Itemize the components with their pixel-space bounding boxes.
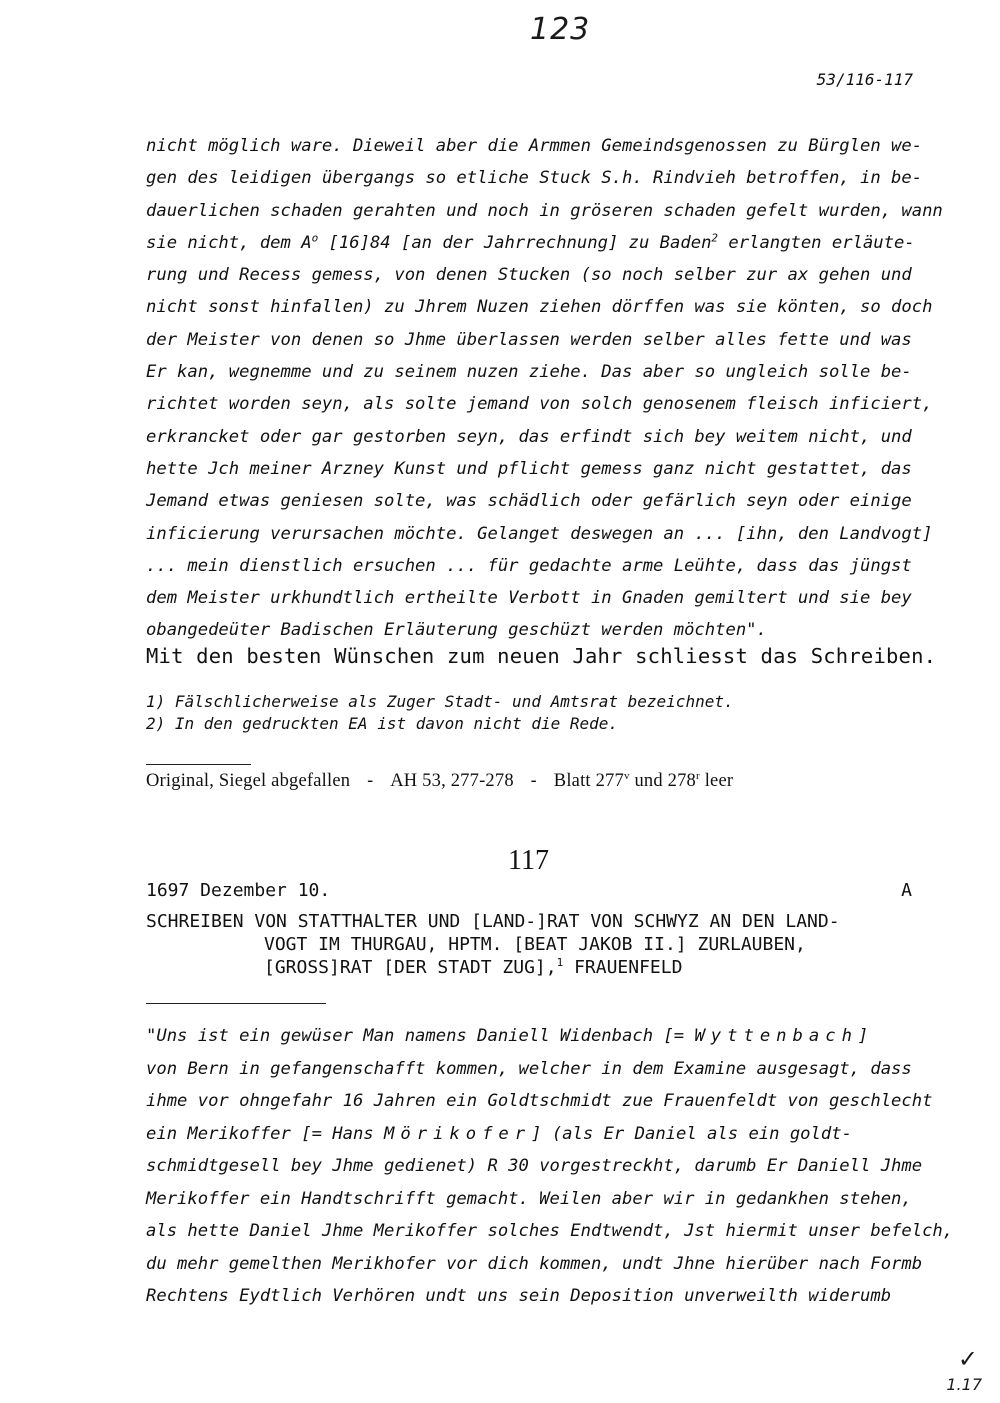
document-letter-code: A bbox=[901, 880, 912, 901]
original-description: Original, Siegel abgefallen bbox=[146, 771, 351, 791]
spaced-name-wyttenbach: Wyttenbach bbox=[694, 1026, 858, 1046]
spaced-name-moerikofer: Mörikofer bbox=[384, 1123, 532, 1144]
superscript-v: v bbox=[623, 769, 630, 782]
superscript-r: r bbox=[696, 769, 700, 782]
footnote-ref-1: 1 bbox=[556, 956, 564, 969]
quote2-line-2: von Bern in gefangenschafft kommen, welcher in dem Examine ausgesagt, dass bbox=[146, 1058, 912, 1079]
quote2-line-5: schmidtgesell bey Jhme gedienet) R 30 vorgestreckht, darumb Er Daniell Jhme bbox=[146, 1156, 923, 1176]
quote2-line-8: du mehr gemelthen Merikhofer vor dich kommen, undt Jhne hierüber nach Formb bbox=[146, 1253, 923, 1274]
quote1-line-13: inficierung verursachen möchte. Gelanget deswegen an ... [ihn, den Landvogt] bbox=[146, 523, 933, 544]
quote1-line-10: erkrancket oder gar gestorben seyn, das erfindt sich bey weitem nicht, und bbox=[146, 426, 912, 447]
quote1-line-5: rung und Recess gemess, von denen Stucken (so noch selber zur ax gehen und bbox=[146, 265, 912, 286]
corner-annotation: 1.17 bbox=[946, 1375, 982, 1394]
quote-paragraph-1 bbox=[146, 130, 943, 647]
page-reference: 53/116-117 bbox=[816, 70, 913, 89]
document-heading bbox=[146, 910, 936, 979]
heading-line-3-text: [GROSS]RAT [DER STADT ZUG], bbox=[264, 957, 557, 978]
footnote-ref-2: 2 bbox=[711, 231, 719, 245]
superscript-o: o bbox=[311, 231, 319, 245]
divider-rule bbox=[146, 764, 251, 765]
und-label: und 278 bbox=[629, 771, 697, 791]
footnote-2: 2) In den gedruckten EA ist davon nicht die Rede. bbox=[146, 714, 619, 733]
quote2-line-7: als hette Daniel Jhme Merikoffer solches Endtwendt, Jst hiermit unser befelch, bbox=[146, 1221, 954, 1241]
quote-paragraph-2 bbox=[146, 1020, 954, 1313]
quote1-line-4-start: sie nicht, dem A bbox=[146, 232, 312, 253]
document-date: 1697 Dezember 10. bbox=[146, 880, 331, 901]
quote2-line-1-start: "Uns ist ein gewüser Man namens Daniell Widenbach [= bbox=[146, 1026, 695, 1046]
heading-line-3-end: FRAUENFELD bbox=[563, 957, 683, 978]
heading-line-1: SCHREIBEN VON STATTHALTER UND [LAND-]RAT VON SCHWYZ AN DEN LAND- bbox=[146, 911, 840, 932]
separator-dash: - bbox=[528, 770, 540, 791]
quote2-line-6: Merikoffer ein Handtschrifft gemacht. Weilen aber wir in gedankhen stehen, bbox=[146, 1188, 912, 1209]
quote2-line-1-end: ] bbox=[857, 1026, 869, 1046]
quote1-line-1: nicht möglich ware. Dieweil aber die Armmen Gemeindsgenossen zu Bürglen we- bbox=[146, 136, 923, 156]
quote1-line-8: Er kan, wegnemme und zu seinem nuzen ziehe. Das aber so ungleich solle be- bbox=[146, 362, 912, 383]
quote1-line-12: Jemand etwas geniesen solte, was schädlich oder gefärlich seyn oder einige bbox=[146, 491, 912, 512]
heading-line-2: VOGT IM THURGAU, HPTM. [BEAT JAKOB II.] ZURLAUBEN, bbox=[264, 934, 806, 955]
quote1-line-6: nicht sonst hinfallen) zu Jhrem Nuzen ziehen dörffen was sie könten, so doch bbox=[146, 297, 933, 318]
quote1-line-16: obangedeüter Badischen Erläuterung geschüzt werden möchten". bbox=[146, 620, 767, 641]
quote1-line-15: dem Meister urkhundtlich ertheilte Verbott in Gnaden gemiltert und sie bey bbox=[146, 588, 912, 609]
archive-reference: AH 53, 277-278 bbox=[390, 771, 514, 791]
quote1-line-3: dauerlichen schaden gerahten und noch in gröseren schaden gefelt wurden, wann bbox=[146, 200, 943, 221]
divider-rule bbox=[146, 1003, 326, 1004]
quote1-line-2: gen des leidigen übergangs so etliche Stuck S.h. Rindvieh betroffen, in be- bbox=[146, 168, 923, 189]
document-number: 117 bbox=[508, 845, 549, 876]
quote2-line-9: Rechtens Eydtlich Verhören undt uns sein Deposition unverweilth widerumb bbox=[146, 1286, 892, 1306]
quote1-line-14: ... mein dienstlich ersuchen ... für gedachte arme Leühte, dass das jüngst bbox=[146, 555, 912, 576]
quote2-line-1 bbox=[146, 1020, 916, 1053]
closing-sentence: Mit den besten Wünschen zum neuen Jahr schliesst das Schreiben. bbox=[146, 644, 937, 668]
leer-label: leer bbox=[699, 771, 734, 791]
separator-dash: - bbox=[364, 770, 376, 791]
footnote-1: 1) Fälschlicherweise als Zuger Stadt- und Amtsrat bezeichnet. bbox=[146, 692, 734, 711]
quote1-line-4-mid: [16]84 [an der Jahrrechnung] zu Baden bbox=[318, 232, 712, 253]
original-source-line bbox=[146, 770, 733, 792]
heading-line-3 bbox=[146, 956, 936, 979]
quote1-line-11: hette Jch meiner Arzney Kunst und pflicht gemess ganz nicht gestattet, das bbox=[146, 458, 912, 479]
quote1-line-4-end: erlangten erläute- bbox=[718, 232, 915, 253]
quote1-line-4 bbox=[146, 227, 916, 259]
quote2-line-3: ihme vor ohngefahr 16 Jahren ein Goldtschmidt zue Frauenfeldt von geschlecht bbox=[146, 1091, 933, 1111]
quote2-line-4-end: ] (als Er Daniel als ein goldt- bbox=[531, 1123, 852, 1144]
quote2-line-4 bbox=[146, 1118, 916, 1151]
checkmark-icon: ✓ bbox=[957, 1345, 978, 1373]
quote1-line-9: richtet worden seyn, als solte jemand von solch genosenem fleisch inficiert, bbox=[146, 394, 933, 415]
quote2-line-4-start: ein Merikoffer [= Hans bbox=[146, 1123, 384, 1144]
blatt-label: Blatt 277 bbox=[553, 771, 624, 791]
folio-number: 123 bbox=[530, 12, 591, 47]
quote1-line-7: der Meister von denen so Jhme überlassen werden selber alles fette und was bbox=[146, 329, 912, 350]
